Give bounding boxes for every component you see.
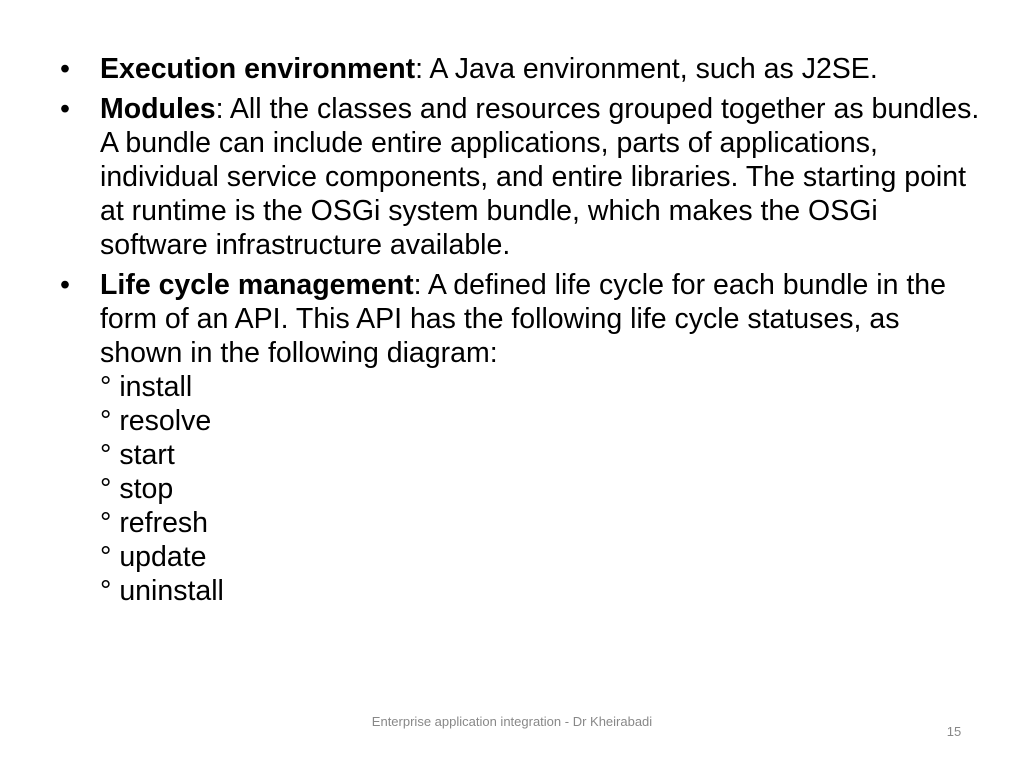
page-number: 15 [946, 724, 962, 739]
status-resolve: ° resolve [100, 405, 212, 437]
lifecycle-status-list [100, 370, 980, 608]
footer-text: Enterprise application integration - Dr Kheirabadi [371, 714, 653, 729]
bullet-dot: • [60, 53, 70, 85]
status-update: ° update [100, 541, 207, 573]
term-modules: Modules [100, 93, 216, 125]
desc-execution-environment: : A Java environment, such as J2SE. [415, 53, 878, 85]
term-life-cycle-management: Life cycle management [100, 269, 414, 301]
bullet-dot: • [60, 269, 70, 301]
status-start: ° start [100, 439, 175, 471]
status-stop: ° stop [100, 473, 174, 505]
slide-body [60, 52, 980, 614]
desc-modules: : All the classes and resources grouped together as bundles. A bundle can include entire applications, parts of applications, individual service components, and entire libraries. The starting point at runtime is the OSGi system bundle, which makes the OSGi software infrastructure available. [100, 93, 980, 261]
desc-life-cycle-management: : A defined life cycle for each bundle in the form of an API. This API has the following life cycle statuses, as shown in the following diagram: [100, 269, 946, 369]
bullet-dot: • [60, 93, 70, 125]
status-install: ° install [100, 371, 193, 403]
bullet-modules [60, 92, 980, 262]
status-uninstall: ° uninstall [100, 575, 224, 607]
bullet-execution-environment [60, 52, 980, 86]
status-refresh: ° refresh [100, 507, 209, 539]
bullet-life-cycle-management [60, 268, 980, 608]
term-execution-environment: Execution environment [100, 53, 416, 85]
